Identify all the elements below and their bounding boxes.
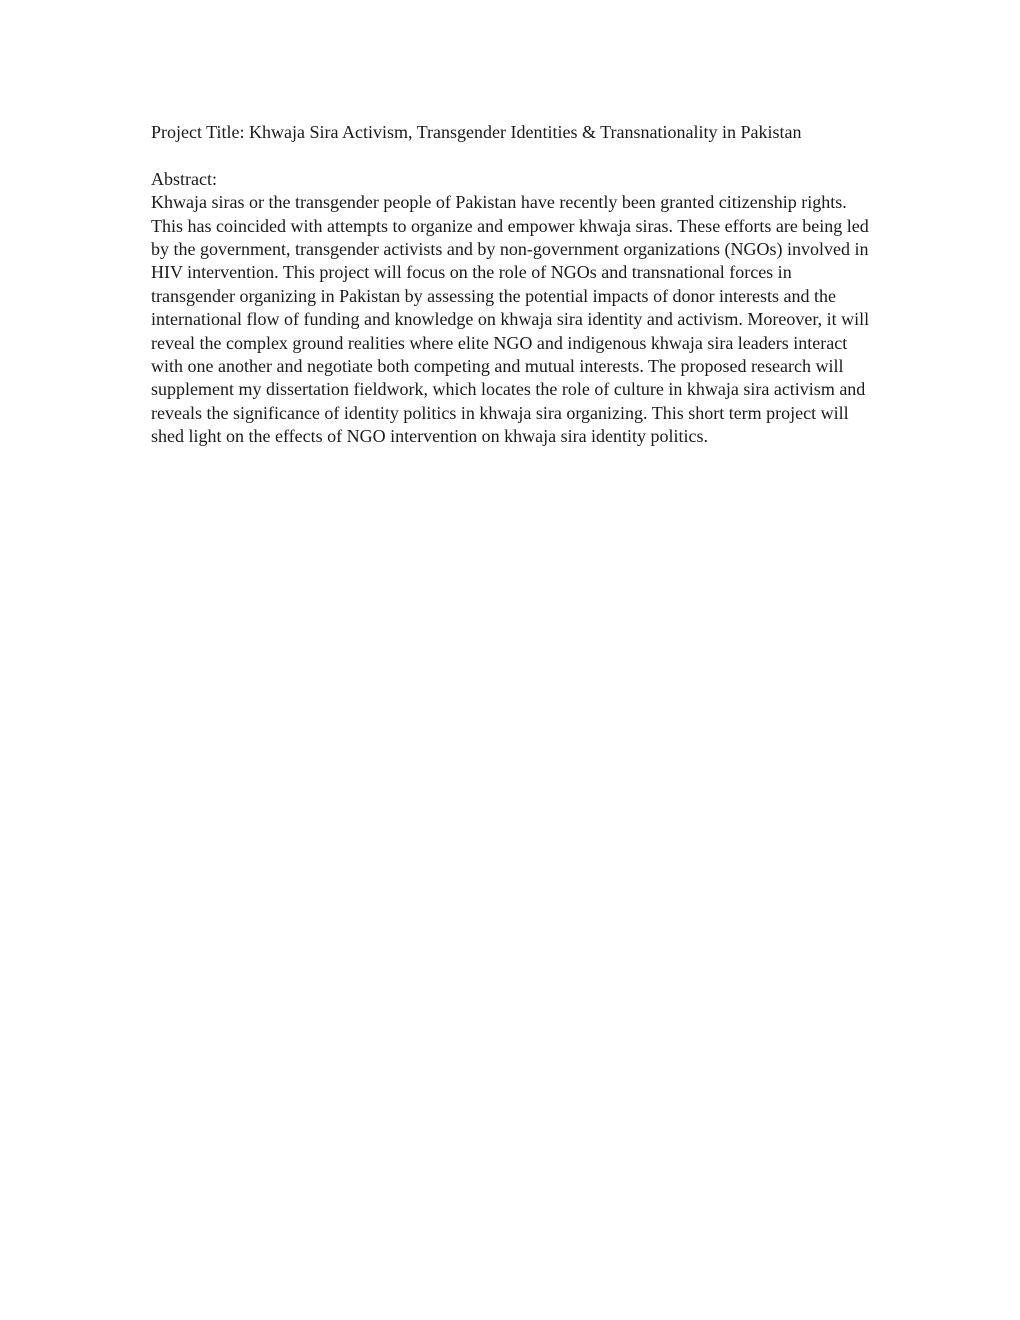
abstract-label: Abstract: (151, 168, 217, 189)
document-body (151, 121, 876, 449)
project-title: Project Title: Khwaja Sira Activism, Transgender Identities & Transnationality in Pakistan (151, 122, 802, 142)
abstract-text: Khwaja siras or the transgender people of Pakistan have recently been granted citizenship rights. This has coincided with attempts to organize and empower khwaja siras. These efforts are being led by the government, transgender activists and by non-government organizations (NGOs) involved in HIV intervention. This project will focus on the role of NGOs and transnational forces in transgender organizing in Pakistan by assessing the potential impacts of donor interests and the international flow of funding and knowledge on khwaja sira identity and activism. Moreover, it will reveal the complex ground realities where elite NGO and indigenous khwaja sira leaders interact with one another and negotiate both competing and mutual interests. The proposed research will supplement my dissertation fieldwork, which locates the role of culture in khwaja sira activism and reveals the significance of identity politics in khwaja sira organizing. This short term project will shed light on the effects of NGO intervention on khwaja sira identity politics. (151, 192, 870, 447)
paragraph-spacer (151, 144, 876, 167)
